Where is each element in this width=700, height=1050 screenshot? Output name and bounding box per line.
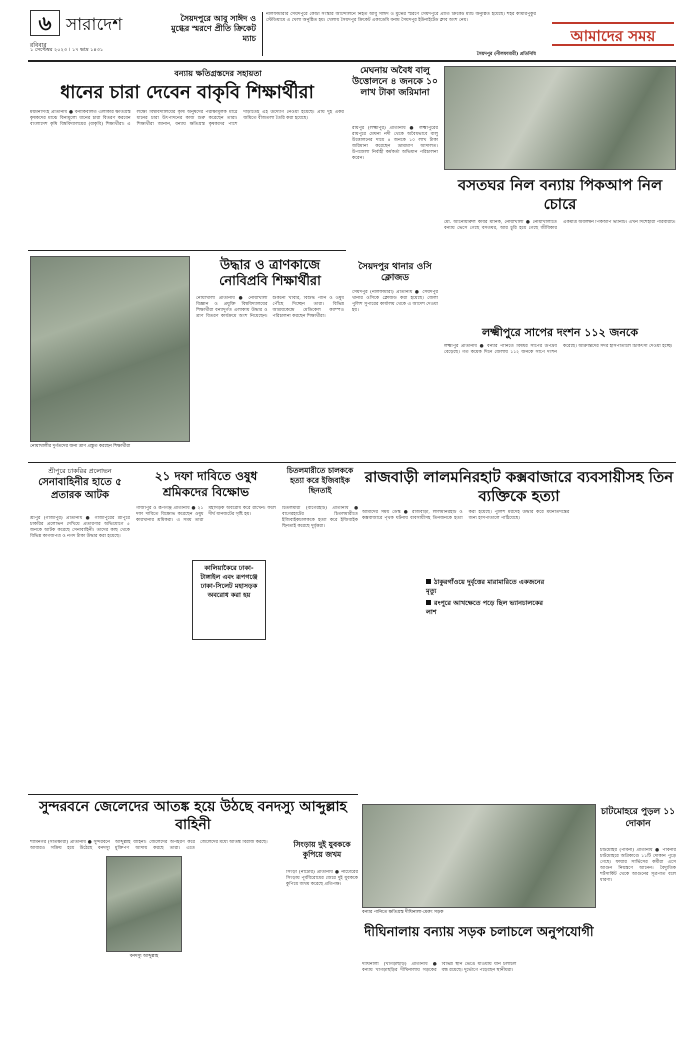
chitalmari-body: চিতলমারী (বাগেরহাট) প্রতিনিধি ● বাগেরহাটের চিতলমারীতে ইজিবাইকচালককে হত্যা করে ইজিবাইক ছিনতাই করেছে দুর্বৃত্তরা। [282,506,358,529]
divider [28,250,346,251]
singra-headline[interactable]: সিংড়ায় দুই যুবককে কুপিয়ে জখম [293,840,351,859]
teaser-credit: সৈয়দপুর (নীলফামারী) প্রতিনিধি [476,52,536,57]
snake-body: লক্ষ্মীপুর প্রতিনিধি ● বন্যার পানিতে বিষধর সাপের উপদ্রব বেড়েছে। গত কয়েক দিনে জেলায় ১১২ জনকে সাপে দংশন করেছে। আক্রান্তদের সদর হাসপাতালে চিকিৎসা দেওয়া হচ্ছে। [444,344,673,355]
murder-bullet-2-text: রংপুরে আখক্ষেতে পড়ে ছিল ভ্যানচালকের লাশ [426,599,544,616]
page-number-box [30,10,60,36]
divider [28,462,676,463]
murder-bullet-1[interactable] [426,578,552,596]
sundarban-photo [106,856,182,952]
divider [28,794,358,795]
masthead-logo[interactable]: আমাদের সময় [552,22,674,46]
sundarban-headline[interactable]: সুন্দরবনে জেলেদের আতঙ্ক হয়ে উঠছে বনদস্যু আব্দুল্লাহ বাহিনী [39,799,347,833]
header-rule [28,60,676,62]
theft-headline[interactable]: বসতঘর নিল বন্যায় পিকআপ নিল চোরে [457,176,663,213]
murder-bullet-2[interactable] [426,599,552,617]
road-body: দীঘিনালা (খাগড়াছড়ি) প্রতিনিধি ● বন্যায় খাগড়াছড়ির দীঘিনালায় সড়কের বিভিন্ন স্থান ভেঙে যাওয়ায় যান চলাচল বন্ধ রয়েছে। দুর্ভোগে পড়েছেন স্থানীয়রা। [362,962,517,973]
flood-body: ময়মনসিংহ প্রতিনিধি ● বন্যাকবলিত এলাকার ক্ষতিগ্রস্ত কৃষকদের মাঝে বিনামূল্যে ধানের চারা বিতরণ করবেন বাংলাদেশ কৃষি বিশ্ববিদ্যালয়ের (বাকৃবি) শিক্ষার্থীরা। এ লক্ষ্যে বিশ্ববিদ্যালয়ের কৃষি অনুষদের পরীক্ষামূলক মাঠে ধানের চারা উৎপাদনের কাজ শুরু করেছেন তারা। শিক্ষার্থীরা জানান, বন্যায় ক্ষতিগ্রস্ত কৃষকদের পাশে দাঁড়াতেই এই উদ্যোগ নেওয়া হয়েছে। প্রায় দুই একর জমিতে বীজতলা তৈরি করা হয়েছে। [30,110,344,127]
teaser-text: নীলফামারীর সৈয়দপুরে কোটা সংস্কার আন্দোলনে নিহত আবু সাঈদ ও মুগ্ধের স্মরণে সৈয়দপুরে প্রীতি ক্রিকেট ম্যাচ অনুষ্ঠিত হয়েছে। শহর কামারপুকুর স্টেডিয়ামে এ খেলা অনুষ্ঠিত হয়। খেলায় সৈয়দপুর ক্রিকেট একাডেমি বনাম সৈয়দপুর ইউনাইটেড ক্লাব অংশ নেয়। [266,12,536,23]
flood-photo [444,66,676,170]
snake-headline[interactable]: লক্ষ্মীপুরে সাপের দংশন ১১২ জনকে [481,326,639,339]
flood-label: বন্যায় ক্ষতিগ্রস্তদের সহায়তা [174,69,262,78]
highway-box-text: কালিয়াকৈরে ঢাকা-টাঙ্গাইল এবং রূপগঞ্জে ঢাকা-সিলেট মহাসড়ক অবরোধ করা হয় [200,564,258,599]
page-number: ৬ [38,11,52,35]
teaser-title[interactable]: সৈয়দপুরে আবু সাঈদ ও মুগ্ধের স্মরণে প্রীতি ক্রিকেট ম্যাচ [171,14,256,43]
oc-headline[interactable]: সৈয়দপুর থানার ওসি ক্লোজড [358,262,432,283]
oc-body: সৈয়দপুর (নীলফামারী) প্রতিনিধি ● সৈয়দপুর থানার ওসিকে ক্লোজড করা হয়েছে। জেলা পুলিশ সুপারের কার্যালয় থেকে এ আদেশ দেওয়া হয়। [352,290,438,313]
day-label: রবিবার [30,42,47,49]
singra-body: সিংড়া (নাটোর) প্রতিনিধি ● নাটোরের সিংড়ায় পূর্ববিরোধের জেরে দুই যুবককে কুপিয়ে জখম করেছে প্রতিপক্ষ। [286,870,358,887]
workers-headline[interactable]: ২১ দফা দাবিতে ওষুধ শ্রমিকদের বিক্ষোভ [154,469,258,499]
highway-box [192,560,266,640]
date-label: ১ সেপ্টেম্বর ২০২৩ । ১৭ ভাদ্র ১৪৩১ [30,47,104,53]
sundarban-caption: বনদস্যু আব্দুল্লাহ [129,954,159,959]
murder-bullets [424,576,554,619]
meghna-body: রায়পুর (লক্ষ্মীপুর) প্রতিনিধি ● লক্ষ্মীপুরের রায়পুরে মেঘনা নদী থেকে অবৈধভাবে বালু উত্তোলনের দায়ে ৪ জনকে ১০ লাখ টাকা জরিমানা করেছেন ভ্রাম্যমাণ আদালত। উপজেলা নির্বাহী কর্মকর্তা অভিযান পরিচালনা করেন। [352,126,438,161]
bullet-square-icon [426,600,431,605]
road-headline[interactable]: দীঘিনালায় বন্যায় সড়ক চলাচলে অনুপযোগী [364,925,594,940]
relief-body: নোয়াখালী প্রতিনিধি ● নোয়াখালী বিজ্ঞান ও প্রযুক্তি বিশ্ববিদ্যালয়ের শিক্ষার্থীরা বন্যাদুর্গত এলাকায় উদ্ধার ও ত্রাণ বিতরণ কার্যক্রমে অংশ নিয়েছেন। শুকনো খাবার, বিশুদ্ধ পানি ও ওষুধ পৌঁছে দিচ্ছেন তারা। বিভিন্ন আশ্রয়কেন্দ্রে মেডিকেল ক্যাম্পও পরিচালনা করছেন শিক্ষার্থীরা। [196,296,344,319]
meghna-headline[interactable]: মেঘনায় অবৈধ বালু উত্তোলনে ৪ জনকে ১০ লাখ টাকা জরিমানা [352,66,438,98]
divider [262,12,263,56]
fire-headline[interactable]: চাটমোহরে পুড়ল ১১ দোকান [600,807,676,829]
murder-body: আমাদের সময় ডেস্ক ● রাজবাড়ী, লালমনিরহাট ও কক্সবাজারে পৃথক ঘটনায় ব্যবসায়ীসহ তিনজনকে হত্যা করা হয়েছে। পুলিশ মরদেহ উদ্ধার করে ময়নাতদন্তের জন্য হাসপাতালে পাঠিয়েছে। [362,510,570,521]
murder-headline[interactable]: রাজবাড়ী লালমনিরহাট কক্সবাজারে ব্যবসায়ীসহ তিন ব্যক্তিকে হত্যা [364,468,674,505]
flood-headline[interactable]: ধানের চারা দেবেন বাকৃবি শিক্ষার্থীরা [60,82,314,103]
chitalmari-headline[interactable]: চিতলমারীতে চালককে হত্যা করে ইজিবাইক ছিনতাই [286,466,354,495]
relief-photo [30,256,190,442]
relief-headline[interactable]: উদ্ধার ও ত্রাণকাজে নোবিপ্রবি শিক্ষার্থীরা [219,258,321,289]
army-body: শ্রীপুর (গাজীপুর) প্রতিনিধি ● গাজীপুরের শ্রীপুরে চাকরির প্রলোভন দেখিয়ে প্রতারণার অভিযোগে ৫ জনকে আটক করেছে সেনাবাহিনী। তাদের কাছ থেকে বিভিন্ন কাগজপত্র ও নগদ টাকা উদ্ধার করা হয়েছে। [30,516,130,539]
relief-caption: নোয়াখালীর দুর্গতদের জন্য ত্রাণ প্রস্তুত করছেন শিক্ষার্থীরা [30,444,131,449]
sundarban-body: শ্যামনগর (সাতক্ষীরা) প্রতিনিধি ● সুন্দরবনে আবারও সক্রিয় হয়ে উঠেছে বনদস্যু আব্দুল্লাহ বাহিনী। জেলেদের অপহরণ করে মুক্তিপণ আদায় করছে তারা। এতে জেলেদের মধ্যে আতঙ্ক বিরাজ করছে। [30,840,268,851]
theft-body: মো. আনোয়ারুল কবির মানিক, নোয়াখালী ● নোয়াখালীতে বন্যায় ভেসে গেছে বসতঘর, আর চুরি হয়ে গেছে জীবিকার একমাত্র অবলম্বন পিকআপ ভ্যানটি। এখন দিশেহারা পরিবারটি। [444,220,676,231]
fire-body: চাটমোহর (পাবনা) প্রতিনিধি ● পাবনার চাটমোহরে অগ্নিকাণ্ডে ১১টি দোকান পুড়ে গেছে। ফায়ার সার্ভিসের কর্মীরা এসে আগুন নিয়ন্ত্রণে আনেন। বৈদ্যুতিক শর্টসার্কিট থেকে আগুনের সূত্রপাত বলে ধারণা। [600,848,676,883]
murder-bullet-1-text: ঠাকুরগাঁওয়ে দুর্বৃত্তের মারামারিতে একজনের মৃত্যু [426,578,545,595]
road-caption: বন্যার পানিতে ক্ষতিগ্রস্ত দীঘিনালা-মেরুং সড়ক [362,910,444,915]
workers-body: গাজীপুর ও রূপগঞ্জ প্রতিনিধি ● ২১ দফা দাবিতে বিক্ষোভ করেছেন ওষুধ কারখানার শ্রমিকরা। এ সময় তারা মহাসড়ক অবরোধ করে রাখেন। ফলে দীর্ঘ যানজটের সৃষ্টি হয়। [136,506,276,523]
army-kicker: শ্রীপুরে চাকরির প্রলোভন [48,467,112,475]
bullet-square-icon [426,579,431,584]
road-photo [362,804,596,908]
army-headline[interactable]: সেনাবাহিনীর হাতে ৫ প্রতারক আটক [38,477,122,501]
section-name: সারাদেশ [66,15,123,35]
